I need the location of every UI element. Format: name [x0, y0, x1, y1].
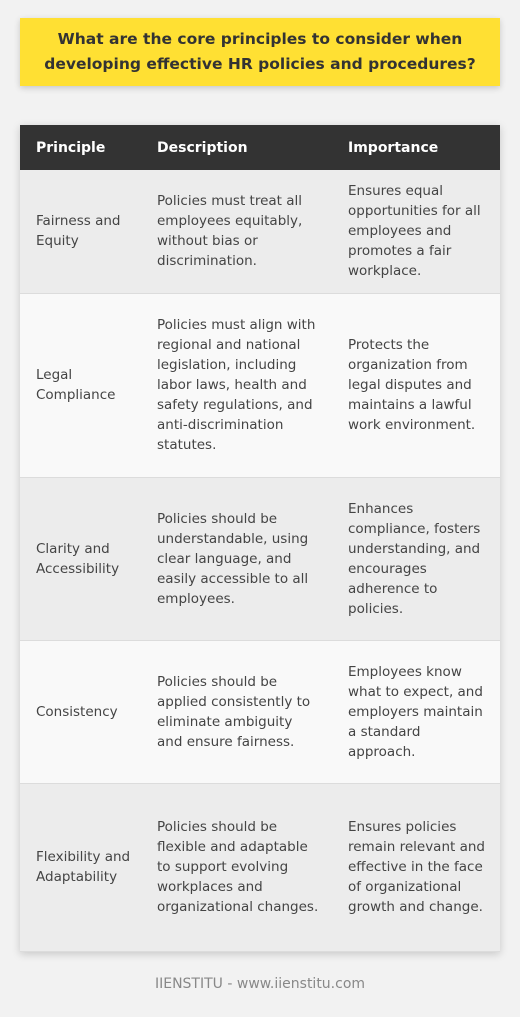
cell-description: Policies must treat all employees equitably, without bias or discrimination. [141, 170, 332, 293]
footer-credit: IIENSTITU - www.iienstitu.com [154, 976, 366, 992]
cell-principle: Consistency [20, 640, 141, 783]
principles-table-container [20, 125, 500, 952]
cell-description: Policies must align with regional and national legislation, including labor laws, health and safety regulations, and anti-discrimination statutes. [141, 293, 332, 477]
cell-principle: Fairness and Equity [20, 170, 141, 293]
cell-description: Policies should be applied consistently to eliminate ambiguity and ensure fairness. [141, 640, 332, 783]
page-title: What are the core principles to consider when developing effective HR policies and procedures? [44, 30, 476, 73]
cell-principle: Legal Compliance [20, 293, 141, 477]
cell-importance: Enhances compliance, fosters understanding, and encourages adherence to policies. [332, 477, 500, 640]
title-banner [20, 18, 500, 86]
cell-importance: Employees know what to expect, and employers maintain a standard approach. [332, 640, 500, 783]
cell-importance: Protects the organization from legal disputes and maintains a lawful work environment. [332, 293, 500, 477]
table-row [20, 293, 500, 477]
table-header-row [20, 125, 500, 170]
cell-description: Policies should be flexible and adaptable to support evolving workplaces and organizational changes. [141, 783, 332, 951]
table-row [20, 477, 500, 640]
header-importance: Importance [332, 125, 500, 170]
table-row [20, 783, 500, 951]
cell-principle: Flexibility and Adaptability [20, 783, 141, 951]
header-principle: Principle [20, 125, 141, 170]
cell-principle: Clarity and Accessibility [20, 477, 141, 640]
cell-description: Policies should be understandable, using clear language, and easily accessible to all employees. [141, 477, 332, 640]
cell-importance: Ensures equal opportunities for all employees and promotes a fair workplace. [332, 170, 500, 293]
cell-importance: Ensures policies remain relevant and effective in the face of organizational growth and change. [332, 783, 500, 951]
principles-table [20, 125, 500, 952]
header-description: Description [141, 125, 332, 170]
table-row [20, 170, 500, 293]
table-row [20, 640, 500, 783]
